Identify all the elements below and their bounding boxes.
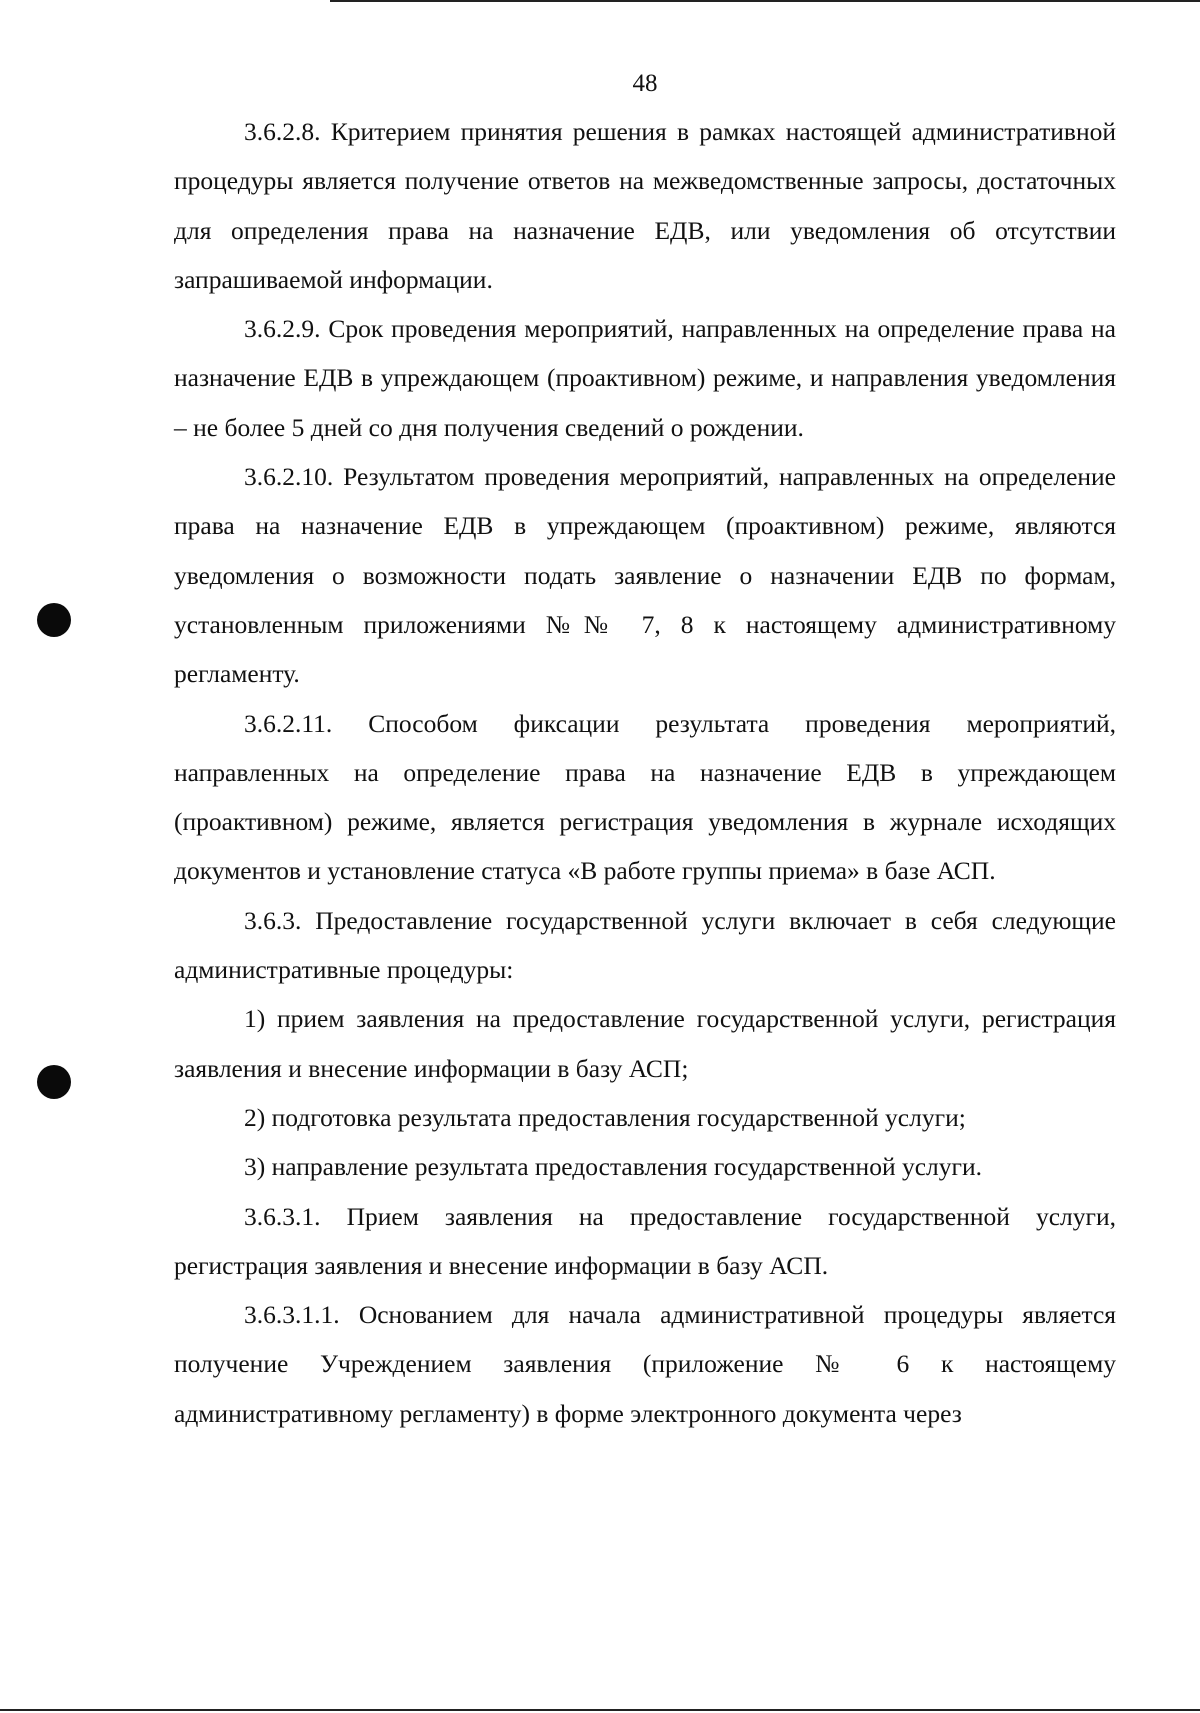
paragraph-3-6-2-10: 3.6.2.10. Результатом проведения мероприятий, направленных на определение права на назначение ЕДВ в упреждающем (проактивном) режиме, являются уведомления о возможности подать заявление о назначении ЕДВ по формам, установленным приложениями №№ 7, 8 к настоящему административному регламенту. [174,462,1116,689]
paragraph-3-6-3: 3.6.3. Предоставление государственной услуги включает в себя следующие административные процедуры: [174,905,1116,985]
list-item-2: 2) подготовка результата предоставления государственной услуги; [244,1102,966,1132]
paragraph-3-6-2-8: 3.6.2.8. Критерием принятия решения в рамках настоящей административной процедуры является получение ответов на межведомственные запросы, достаточных для определения права на назначение ЕДВ, или уведомления об отсутствии запрашиваемой информации. [174,117,1116,294]
punch-hole [37,1065,71,1099]
paragraph-3-6-2-9: 3.6.2.9. Срок проведения мероприятий, направленных на определение права на назначение ЕДВ в упреждающем (проактивном) режиме, и направления уведомления – не более 5 дней со дня получения сведений о рождении. [174,314,1116,442]
scan-top-edge [330,0,1200,2]
scan-bottom-edge [0,1709,1200,1711]
page-number: 48 [632,70,658,97]
list-item-1: 1) прием заявления на предоставление государственной услуги, регистрация заявления и внесение информации в базу АСП; [174,1004,1116,1083]
list-item-3: 3) направление результата предоставления государственной услуги. [244,1152,982,1182]
paragraph-3-6-2-11: 3.6.2.11. Способом фиксации результата проведения мероприятий, направленных на определение права на назначение ЕДВ в упреждающем (проактивном) режиме, является регистрация уведомления в журнале исходящих документов и установление статуса «В работе группы приема» в базе АСП. [174,708,1116,886]
paragraph-3-6-3-1-1: 3.6.3.1.1. Основанием для начала административной процедуры является получение Учреждением заявления (приложение № 6 к настоящему административному регламенту) в форме электронного документа через [174,1300,1116,1428]
punch-hole [37,603,71,637]
paragraph-3-6-3-1: 3.6.3.1. Прием заявления на предоставление государственной услуги, регистрация заявления и внесение информации в базу АСП. [174,1201,1116,1280]
document-body [174,107,1116,1438]
